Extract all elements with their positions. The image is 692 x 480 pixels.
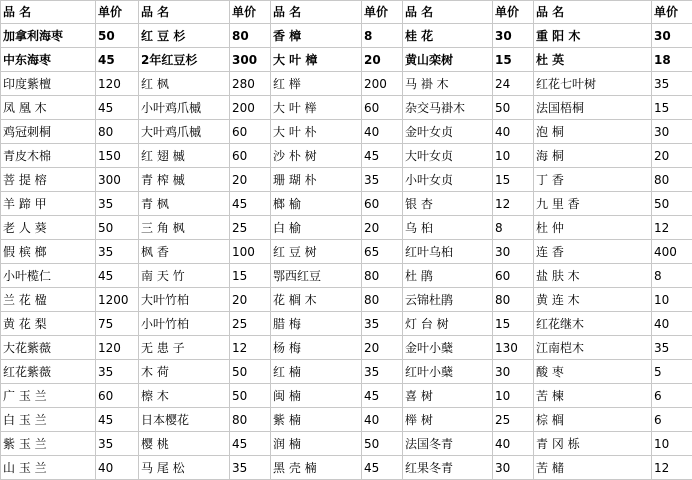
- table-row: [1, 288, 692, 312]
- plant-name-cell: 红 榉: [271, 72, 362, 96]
- price-cell: 10: [493, 384, 534, 408]
- price-cell: 20: [652, 144, 692, 168]
- plant-name-cell: 凤 凰 木: [1, 96, 96, 120]
- plant-name-cell: 云锦杜鹃: [403, 288, 493, 312]
- plant-name-cell: 马 褂 木: [403, 72, 493, 96]
- price-cell: 60: [230, 144, 271, 168]
- price-cell: 60: [493, 264, 534, 288]
- plant-name-cell: 灯 台 树: [403, 312, 493, 336]
- plant-name-cell: 乌 桕: [403, 216, 493, 240]
- plant-name-cell: 连 香: [534, 240, 652, 264]
- plant-name-cell: 兰 花 楹: [1, 288, 96, 312]
- plant-name-cell: 小叶竹柏: [139, 312, 230, 336]
- price-cell: 8: [652, 264, 692, 288]
- plant-name-cell: 三 角 枫: [139, 216, 230, 240]
- price-cell: 40: [652, 312, 692, 336]
- plant-name-cell: 杜 英: [534, 48, 652, 72]
- column-header-name: 品 名: [534, 1, 652, 24]
- price-cell: 30: [652, 120, 692, 144]
- price-cell: 150: [96, 144, 139, 168]
- plant-name-cell: 沙 朴 树: [271, 144, 362, 168]
- plant-name-cell: 红果冬青: [403, 456, 493, 480]
- plant-name-cell: 山 玉 兰: [1, 456, 96, 480]
- price-cell: 10: [493, 144, 534, 168]
- price-cell: 65: [362, 240, 403, 264]
- price-cell: 80: [230, 408, 271, 432]
- plant-name-cell: 青 枫: [139, 192, 230, 216]
- plant-name-cell: 假 槟 榔: [1, 240, 96, 264]
- plant-name-cell: 红叶乌桕: [403, 240, 493, 264]
- price-cell: 35: [96, 240, 139, 264]
- plant-name-cell: 大花紫薇: [1, 336, 96, 360]
- price-cell: 50: [493, 96, 534, 120]
- price-cell: 80: [230, 24, 271, 48]
- price-cell: 20: [362, 216, 403, 240]
- plant-name-cell: 大 叶 朴: [271, 120, 362, 144]
- plant-name-cell: 2年红豆杉: [139, 48, 230, 72]
- plant-name-cell: 苦 槠: [534, 456, 652, 480]
- plant-name-cell: 江南桤木: [534, 336, 652, 360]
- price-cell: 35: [362, 312, 403, 336]
- price-cell: 50: [230, 360, 271, 384]
- price-cell: 10: [652, 288, 692, 312]
- plant-name-cell: 鸡冠刺桐: [1, 120, 96, 144]
- price-cell: 20: [362, 48, 403, 72]
- price-cell: 25: [493, 408, 534, 432]
- table-row: [1, 216, 692, 240]
- plant-name-cell: 法国冬青: [403, 432, 493, 456]
- price-cell: 60: [96, 384, 139, 408]
- plant-name-cell: 无 患 子: [139, 336, 230, 360]
- price-cell: 40: [96, 456, 139, 480]
- column-header-price: 单价: [96, 1, 139, 24]
- price-cell: 45: [230, 192, 271, 216]
- plant-name-cell: 红花七叶树: [534, 72, 652, 96]
- plant-name-cell: 大叶竹柏: [139, 288, 230, 312]
- plant-name-cell: 羊 蹄 甲: [1, 192, 96, 216]
- price-cell: 30: [493, 456, 534, 480]
- price-cell: 60: [230, 120, 271, 144]
- price-cell: 6: [652, 384, 692, 408]
- column-header-price: 单价: [362, 1, 403, 24]
- plant-name-cell: 丁 香: [534, 168, 652, 192]
- price-cell: 35: [96, 360, 139, 384]
- plant-name-cell: 鄂西红豆: [271, 264, 362, 288]
- price-cell: 15: [493, 168, 534, 192]
- price-cell: 40: [362, 408, 403, 432]
- plant-name-cell: 广 玉 兰: [1, 384, 96, 408]
- price-cell: 80: [96, 120, 139, 144]
- price-cell: 12: [652, 216, 692, 240]
- price-cell: 24: [493, 72, 534, 96]
- table-row: [1, 192, 692, 216]
- plant-name-cell: 润 楠: [271, 432, 362, 456]
- price-cell: 30: [493, 240, 534, 264]
- plant-name-cell: 檫 木: [139, 384, 230, 408]
- price-cell: 45: [96, 408, 139, 432]
- plant-name-cell: 酸 枣: [534, 360, 652, 384]
- plant-name-cell: 法国梧桐: [534, 96, 652, 120]
- plant-name-cell: 黄 花 梨: [1, 312, 96, 336]
- price-cell: 18: [652, 48, 692, 72]
- plant-name-cell: 金叶小蘖: [403, 336, 493, 360]
- table-row: [1, 144, 692, 168]
- plant-name-cell: 大 叶 樟: [271, 48, 362, 72]
- plant-name-cell: 榔 榆: [271, 192, 362, 216]
- price-cell: 15: [652, 96, 692, 120]
- price-cell: 8: [493, 216, 534, 240]
- price-cell: 35: [652, 72, 692, 96]
- price-cell: 45: [362, 384, 403, 408]
- price-cell: 35: [362, 168, 403, 192]
- price-cell: 30: [493, 24, 534, 48]
- plant-name-cell: 红 翅 槭: [139, 144, 230, 168]
- price-cell: 120: [96, 72, 139, 96]
- plant-name-cell: 南 天 竹: [139, 264, 230, 288]
- price-cell: 30: [493, 360, 534, 384]
- price-cell: 45: [362, 144, 403, 168]
- plant-name-cell: 泡 桐: [534, 120, 652, 144]
- price-cell: 45: [96, 48, 139, 72]
- price-cell: 30: [652, 24, 692, 48]
- price-cell: 100: [230, 240, 271, 264]
- plant-name-cell: 闽 楠: [271, 384, 362, 408]
- price-cell: 6: [652, 408, 692, 432]
- table-row: [1, 384, 692, 408]
- price-cell: 200: [362, 72, 403, 96]
- table-row: [1, 120, 692, 144]
- plant-name-cell: 大 叶 榉: [271, 96, 362, 120]
- plant-name-cell: 中东海枣: [1, 48, 96, 72]
- table-body: [1, 1, 692, 480]
- plant-name-cell: 红 枫: [139, 72, 230, 96]
- price-cell: 45: [96, 96, 139, 120]
- plant-name-cell: 青 榨 槭: [139, 168, 230, 192]
- plant-name-cell: 红花紫薇: [1, 360, 96, 384]
- price-cell: 35: [652, 336, 692, 360]
- price-cell: 20: [230, 288, 271, 312]
- price-cell: 20: [230, 168, 271, 192]
- plant-name-cell: 枫 香: [139, 240, 230, 264]
- plant-name-cell: 腊 梅: [271, 312, 362, 336]
- table-row: [1, 336, 692, 360]
- plant-name-cell: 青皮木棉: [1, 144, 96, 168]
- price-cell: 300: [96, 168, 139, 192]
- price-cell: 80: [362, 288, 403, 312]
- plant-name-cell: 大叶鸡爪槭: [139, 120, 230, 144]
- price-cell: 50: [96, 24, 139, 48]
- price-cell: 20: [362, 336, 403, 360]
- table-row: [1, 240, 692, 264]
- plant-name-cell: 樱 桃: [139, 432, 230, 456]
- price-cell: 80: [652, 168, 692, 192]
- plant-name-cell: 白 玉 兰: [1, 408, 96, 432]
- price-cell: 40: [493, 120, 534, 144]
- plant-name-cell: 喜 树: [403, 384, 493, 408]
- plant-name-cell: 红花继木: [534, 312, 652, 336]
- plant-name-cell: 盐 肤 木: [534, 264, 652, 288]
- plant-name-cell: 白 榆: [271, 216, 362, 240]
- plant-name-cell: 黄山栾树: [403, 48, 493, 72]
- price-cell: 8: [362, 24, 403, 48]
- plant-name-cell: 日本樱花: [139, 408, 230, 432]
- price-cell: 35: [96, 432, 139, 456]
- plant-name-cell: 海 桐: [534, 144, 652, 168]
- table-row: [1, 24, 692, 48]
- table-row: [1, 168, 692, 192]
- plant-name-cell: 小叶鸡爪槭: [139, 96, 230, 120]
- plant-name-cell: 黑 壳 楠: [271, 456, 362, 480]
- table-row: [1, 408, 692, 432]
- plant-name-cell: 重 阳 木: [534, 24, 652, 48]
- price-cell: 80: [493, 288, 534, 312]
- column-header-name: 品 名: [1, 1, 96, 24]
- header-row: [1, 1, 692, 24]
- column-header-price: 单价: [230, 1, 271, 24]
- price-cell: 280: [230, 72, 271, 96]
- price-cell: 1200: [96, 288, 139, 312]
- price-cell: 60: [362, 192, 403, 216]
- plant-name-cell: 榉 树: [403, 408, 493, 432]
- plant-name-cell: 加拿利海枣: [1, 24, 96, 48]
- plant-name-cell: 苦 楝: [534, 384, 652, 408]
- price-cell: 75: [96, 312, 139, 336]
- price-cell: 40: [362, 120, 403, 144]
- price-cell: 10: [652, 432, 692, 456]
- column-header-name: 品 名: [271, 1, 362, 24]
- price-cell: 40: [493, 432, 534, 456]
- price-cell: 200: [230, 96, 271, 120]
- table-row: [1, 48, 692, 72]
- price-cell: 50: [652, 192, 692, 216]
- price-cell: 35: [96, 192, 139, 216]
- price-cell: 15: [230, 264, 271, 288]
- price-cell: 15: [493, 48, 534, 72]
- plant-name-cell: 杂交马褂木: [403, 96, 493, 120]
- price-cell: 12: [652, 456, 692, 480]
- plant-name-cell: 小叶女贞: [403, 168, 493, 192]
- plant-name-cell: 杜 仲: [534, 216, 652, 240]
- price-cell: 80: [362, 264, 403, 288]
- price-cell: 120: [96, 336, 139, 360]
- table-row: [1, 264, 692, 288]
- price-cell: 45: [96, 264, 139, 288]
- price-cell: 50: [96, 216, 139, 240]
- plant-name-cell: 老 人 葵: [1, 216, 96, 240]
- price-cell: 12: [493, 192, 534, 216]
- plant-name-cell: 金叶女贞: [403, 120, 493, 144]
- price-cell: 35: [362, 360, 403, 384]
- price-cell: 45: [362, 456, 403, 480]
- price-cell: 300: [230, 48, 271, 72]
- price-cell: 25: [230, 312, 271, 336]
- table-row: [1, 432, 692, 456]
- plant-name-cell: 杜 鹃: [403, 264, 493, 288]
- price-cell: 25: [230, 216, 271, 240]
- price-cell: 45: [230, 432, 271, 456]
- column-header-price: 单价: [652, 1, 692, 24]
- table-row: [1, 360, 692, 384]
- plant-name-cell: 紫 玉 兰: [1, 432, 96, 456]
- plant-name-cell: 花 榈 木: [271, 288, 362, 312]
- plant-name-cell: 红 楠: [271, 360, 362, 384]
- plant-name-cell: 红 豆 树: [271, 240, 362, 264]
- plant-name-cell: 九 里 香: [534, 192, 652, 216]
- column-header-price: 单价: [493, 1, 534, 24]
- price-cell: 130: [493, 336, 534, 360]
- plant-name-cell: 桂 花: [403, 24, 493, 48]
- price-cell: 5: [652, 360, 692, 384]
- table-row: [1, 312, 692, 336]
- table-row: [1, 96, 692, 120]
- table-row: [1, 456, 692, 480]
- plant-name-cell: 木 荷: [139, 360, 230, 384]
- price-cell: 50: [362, 432, 403, 456]
- plant-name-cell: 红 豆 杉: [139, 24, 230, 48]
- plant-name-cell: 马 尾 松: [139, 456, 230, 480]
- plant-name-cell: 黄 连 木: [534, 288, 652, 312]
- column-header-name: 品 名: [403, 1, 493, 24]
- plant-name-cell: 银 杏: [403, 192, 493, 216]
- price-cell: 400: [652, 240, 692, 264]
- price-cell: 35: [230, 456, 271, 480]
- price-cell: 50: [230, 384, 271, 408]
- plant-name-cell: 棕 榈: [534, 408, 652, 432]
- plant-name-cell: 香 樟: [271, 24, 362, 48]
- plant-name-cell: 红叶小蘖: [403, 360, 493, 384]
- plant-name-cell: 菩 提 榕: [1, 168, 96, 192]
- plant-name-cell: 小叶榄仁: [1, 264, 96, 288]
- column-header-name: 品 名: [139, 1, 230, 24]
- plant-name-cell: 大叶女贞: [403, 144, 493, 168]
- plant-name-cell: 紫 楠: [271, 408, 362, 432]
- plant-name-cell: 青 冈 栎: [534, 432, 652, 456]
- price-cell: 60: [362, 96, 403, 120]
- plant-name-cell: 印度紫檀: [1, 72, 96, 96]
- plant-name-cell: 珊 瑚 朴: [271, 168, 362, 192]
- table-row: [1, 72, 692, 96]
- plant-name-cell: 杨 梅: [271, 336, 362, 360]
- price-cell: 12: [230, 336, 271, 360]
- price-cell: 15: [493, 312, 534, 336]
